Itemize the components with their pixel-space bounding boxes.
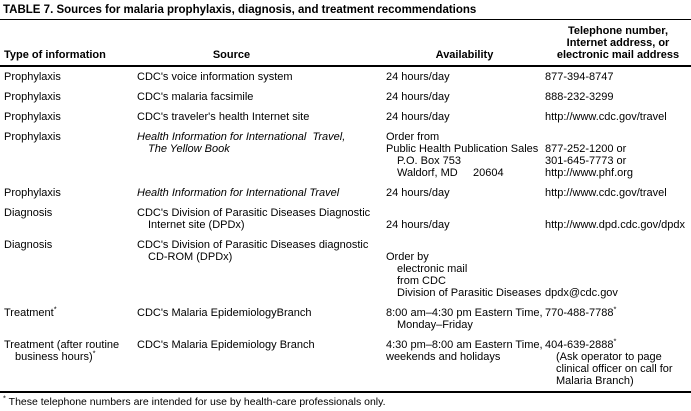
table-footnote	[0, 393, 691, 408]
cell-source	[137, 239, 386, 299]
cell-line	[545, 131, 691, 143]
cell-source	[137, 187, 386, 199]
cell-type	[0, 71, 137, 83]
table-row	[0, 207, 691, 231]
table-row	[0, 187, 691, 199]
cell-text: 877-252-1200 or	[545, 143, 627, 155]
cell-availability	[386, 131, 543, 179]
cell-text: Prophylaxis	[4, 131, 61, 143]
cell-line	[386, 351, 543, 363]
cell-line	[4, 207, 137, 219]
cell-contact	[543, 131, 691, 179]
cell-text: (Ask operator to page	[556, 351, 662, 363]
cell-text: 877-394-8747	[545, 71, 614, 83]
cell-line	[386, 275, 543, 287]
cell-line	[386, 251, 543, 263]
table-row	[0, 111, 691, 123]
cell-line	[4, 348, 137, 363]
cell-text: Prophylaxis	[4, 111, 61, 123]
cell-text: Health Information for International Travel,	[137, 131, 346, 143]
footnote-asterisk: *	[3, 393, 6, 403]
cell-text: 24 hours/day	[386, 91, 450, 103]
cell-text: Diagnosis	[4, 207, 53, 219]
table-row	[0, 131, 691, 179]
cell-line	[545, 239, 691, 251]
cell-source	[137, 71, 386, 83]
table-header-row	[0, 20, 691, 65]
cell-line	[137, 219, 386, 231]
cell-line	[4, 71, 137, 83]
cell-availability	[386, 307, 543, 331]
cell-text: http://www.phf.org	[545, 167, 634, 179]
cell-line	[386, 155, 543, 167]
asterisk-superscript: *	[613, 304, 617, 314]
cell-line	[545, 251, 691, 263]
cell-contact	[543, 91, 691, 103]
cell-text: CDC's Malaria Epidemiology Branch	[137, 339, 315, 351]
cell-text: 301-645-7773 or	[545, 155, 627, 167]
table-row	[0, 336, 691, 387]
cell-line	[386, 91, 543, 103]
cell-line	[386, 167, 543, 179]
cell-line	[386, 207, 543, 219]
table-body	[0, 67, 691, 387]
cell-line	[545, 287, 691, 299]
cell-line	[386, 319, 543, 331]
cell-text: CDC's Division of Parasitic Diseases Diagnostic	[137, 207, 371, 219]
cell-text: Prophylaxis	[4, 71, 61, 83]
cell-text: 24 hours/day	[386, 187, 450, 199]
cell-text: 24 hours/day	[386, 111, 450, 123]
column-header-contact-line: electronic mail address	[556, 49, 680, 61]
cell-line	[137, 187, 386, 199]
table-row	[0, 239, 691, 299]
cell-line	[545, 111, 691, 123]
cell-line	[386, 339, 543, 351]
cell-text: dpdx@cdc.gov	[545, 287, 618, 299]
table-row	[0, 304, 691, 331]
cell-text: Monday–Friday	[397, 319, 473, 331]
cell-type	[0, 304, 137, 331]
cell-line	[386, 71, 543, 83]
cell-text: CDC's malaria facsimile	[137, 91, 254, 103]
cell-availability	[386, 71, 543, 83]
cell-line	[137, 111, 386, 123]
cell-text: CDC's voice information system	[137, 71, 293, 83]
cell-line	[137, 207, 386, 219]
cell-line	[137, 307, 386, 319]
cell-availability	[386, 187, 543, 199]
cell-contact	[543, 71, 691, 83]
cell-source	[137, 207, 386, 231]
cell-text: http://www.cdc.gov/travel	[545, 187, 667, 199]
asterisk-superscript: *	[92, 348, 96, 358]
cell-line	[545, 91, 691, 103]
cell-text: P.O. Box 753	[397, 155, 462, 167]
cell-source	[137, 131, 386, 179]
cell-availability	[386, 207, 543, 231]
cell-text: Treatment	[4, 307, 54, 319]
cell-type	[0, 339, 137, 387]
column-header-type: Type of information	[4, 49, 106, 61]
column-header-contact	[543, 25, 691, 61]
cell-text: electronic mail	[397, 263, 468, 275]
cell-contact	[543, 239, 691, 299]
cell-line	[137, 339, 386, 351]
cell-line	[137, 91, 386, 103]
cell-line	[4, 91, 137, 103]
cell-text: 4:30 pm–8:00 am Eastern Time,	[386, 339, 543, 351]
cell-text: http://www.dpd.cdc.gov/dpdx	[545, 219, 686, 231]
cell-source	[137, 339, 386, 387]
cell-line	[545, 363, 691, 375]
cell-line	[545, 304, 691, 319]
table-row	[0, 71, 691, 83]
cell-text: 888-232-3299	[545, 91, 614, 103]
cell-line	[545, 219, 691, 231]
cell-text: 8:00 am–4:30 pm Eastern Time,	[386, 307, 543, 319]
cell-line	[4, 239, 137, 251]
cell-line	[386, 143, 543, 155]
cell-text: CD-ROM (DPDx)	[148, 251, 233, 263]
column-header-contact-line: Telephone number,	[567, 25, 669, 37]
cell-line	[545, 275, 691, 287]
cell-line	[137, 71, 386, 83]
cell-line	[386, 307, 543, 319]
cell-contact	[543, 207, 691, 231]
table-title: TABLE 7. Sources for malaria prophylaxis, diagnosis, and treatment recommendations	[3, 4, 477, 16]
cell-text: Waldorf, MD 20604	[397, 167, 504, 179]
cell-line	[386, 131, 543, 143]
cell-availability	[386, 339, 543, 387]
cell-type	[0, 111, 137, 123]
cell-contact	[543, 111, 691, 123]
cell-line	[386, 239, 543, 251]
cell-line	[386, 187, 543, 199]
cell-line	[545, 187, 691, 199]
cell-text: Diagnosis	[4, 239, 53, 251]
cell-text: Division of Parasitic Diseases	[397, 287, 542, 299]
cell-text: clinical officer on call for	[556, 363, 673, 375]
cell-line	[4, 187, 137, 199]
cell-line	[545, 207, 691, 219]
cell-text: Order from	[386, 131, 440, 143]
cell-text: The Yellow Book	[148, 143, 230, 155]
cell-text: from CDC	[397, 275, 446, 287]
cell-type	[0, 187, 137, 199]
cell-text: 404-639-2888	[545, 339, 614, 351]
cell-line	[545, 167, 691, 179]
cell-line	[4, 304, 137, 319]
cell-text: Order by	[386, 251, 429, 263]
cell-line	[545, 155, 691, 167]
cell-source	[137, 91, 386, 103]
footnote-text: These telephone numbers are intended for use by health-care professionals only.	[5, 396, 386, 408]
cell-contact	[543, 336, 691, 387]
cell-type	[0, 131, 137, 179]
asterisk-superscript: *	[613, 336, 617, 346]
cell-type	[0, 207, 137, 231]
asterisk-superscript: *	[53, 304, 57, 314]
cell-availability	[386, 91, 543, 103]
cell-text: CDC's Division of Parasitic Diseases diagnostic	[137, 239, 369, 251]
cell-line	[386, 111, 543, 123]
cell-line	[386, 263, 543, 275]
cell-text: 24 hours/day	[386, 219, 450, 231]
cell-text: Health Information for International Travel	[137, 187, 340, 199]
cell-text: Internet site (DPDx)	[148, 219, 245, 231]
cell-contact	[543, 304, 691, 331]
cell-line	[386, 287, 543, 299]
cell-line	[545, 375, 691, 387]
cell-text: business hours)	[15, 351, 93, 363]
cell-availability	[386, 239, 543, 299]
cell-text: 24 hours/day	[386, 71, 450, 83]
cell-line	[137, 251, 386, 263]
cell-text: CDC's traveler's health Internet site	[137, 111, 310, 123]
cell-line	[545, 143, 691, 155]
cell-text: http://www.cdc.gov/travel	[545, 111, 667, 123]
cell-contact	[543, 187, 691, 199]
cell-line	[4, 339, 137, 351]
cell-line	[137, 239, 386, 251]
cell-line	[137, 131, 386, 143]
column-header-contact-line: Internet address, or	[566, 37, 670, 49]
cell-line	[545, 263, 691, 275]
cell-line	[386, 219, 543, 231]
cell-line	[545, 351, 691, 363]
cell-text: Prophylaxis	[4, 187, 61, 199]
cell-text: 770-488-7788	[545, 307, 614, 319]
cell-line	[137, 143, 386, 155]
column-header-source: Source	[212, 49, 251, 61]
cell-text: CDC's Malaria EpidemiologyBranch	[137, 307, 312, 319]
cell-line	[545, 71, 691, 83]
cell-type	[0, 91, 137, 103]
cell-text: weekends and holidays	[386, 351, 501, 363]
cell-availability	[386, 111, 543, 123]
cell-text: Malaria Branch)	[556, 375, 634, 387]
cell-text: Prophylaxis	[4, 91, 61, 103]
cell-text: Treatment (after routine	[4, 339, 120, 351]
table-row	[0, 91, 691, 103]
cell-source	[137, 307, 386, 331]
cell-type	[0, 239, 137, 299]
cell-line	[4, 131, 137, 143]
cell-text: Public Health Publication Sales	[386, 143, 539, 155]
cell-source	[137, 111, 386, 123]
column-header-availability: Availability	[435, 49, 494, 61]
cell-line	[545, 336, 691, 351]
cell-line	[4, 111, 137, 123]
